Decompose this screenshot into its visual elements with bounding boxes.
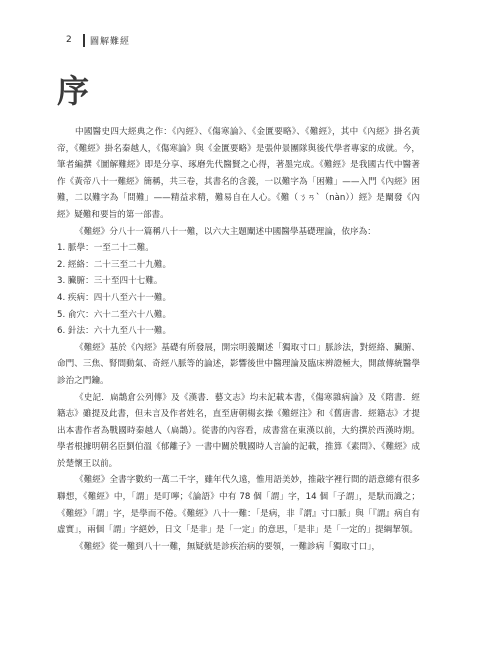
topic-item: 2. 經絡：二十三至二十九難。 <box>57 259 172 270</box>
topic-item: 3. 臟腑：三十至四十七難。 <box>57 276 163 287</box>
body-text <box>57 124 420 555</box>
page-number: 2 <box>66 35 72 45</box>
paragraph: 中國醫史四大經典之作：《內經》、《傷寒論》、《金匱要略》、《難經》，其中《內經》掛名黃帝，《難經》掛名秦越人，《傷寒論》與《金匱要略》是張仲景團隊與後代學者專家的成就。今，筆者編撰《圖解難經》即是分享、琢磨先代醫賢之心得，著墨完成。《難經》是我國古代中醫著作《黃帝八十一難經》簡稱，共三卷，其書名的含義，一以難字為「困難」——入門《內經》困難，二以難字為「問難」——精益求精，難易自在人心。《難（ㄋㄢˋ（nàn））經》是闡發《內經》疑難和要旨的第一部書。 <box>57 127 420 220</box>
header-divider <box>83 34 85 47</box>
paragraph: 《難經》從一難到八十一難，無疑就是診疾治病的要領，一難診病「獨取寸口」， <box>75 541 381 552</box>
running-header <box>66 33 130 47</box>
paragraph: 《難經》基於《內經》基礎有所發展，開宗明義闡述「獨取寸口」脈診法，對經絡、臟腑、命門、三焦、腎間動氣、奇經八脈等的論述，影響後世中醫理論及臨床辨證極大，開啟傳統醫學診治之門鑰。 <box>57 342 420 386</box>
running-title: 圖解難經 <box>90 36 131 47</box>
chapter-title: 序 <box>57 72 90 110</box>
topic-item: 5. 俞穴：六十二至六十八難。 <box>57 309 172 320</box>
paragraph: 《史記．扁鵲倉公列傳》及《漢書．藝文志》均未記載本書，《傷寒雜病論》及《隋書．經籍志》雖提及此書，但未言及作者姓名，直至唐朝楊玄操《難經注》和《舊唐書．經籍志》才提出本書作者為戰國時秦越人（扁鵲）。從書的內容看，成書當在東漢以前，大約撰於西漢時期。學者根據明朝名臣劉伯溫《郁離子》一書中關於戰國時人言論的記載，推算《素問》、《難經》成於楚懷王以前。 <box>57 392 420 469</box>
topic-item: 4. 疾病：四十八至六十一難。 <box>57 292 172 303</box>
topic-item: 6. 針法：六十九至八十一難。 <box>57 326 172 337</box>
topic-item: 1. 脈學：一至二十二難。 <box>57 243 154 254</box>
paragraph: 《難經》全書字數約一萬二千字，雖年代久遠，惟用語美妙，推敲字裡行間的語意總有很多聯想，《難經》中，「謂」是叮嚀；《論語》中有 78 個「謂」字，14 個「子謂」，是馱而識之；《難經》「謂」字，是學而不倦。《難經》八十一難：「是病，非『謂』寸口脈」與「『謂』病自有虛實」，兩個「謂」字絕妙，日文「是非」是「一定」的意思，「是非」是「一定的」提綱挈領。 <box>57 475 420 536</box>
paragraph: 《難經》分八十一篇稱八十一難，以六大主題闡述中國醫學基礎理論，依序為： <box>75 226 376 237</box>
